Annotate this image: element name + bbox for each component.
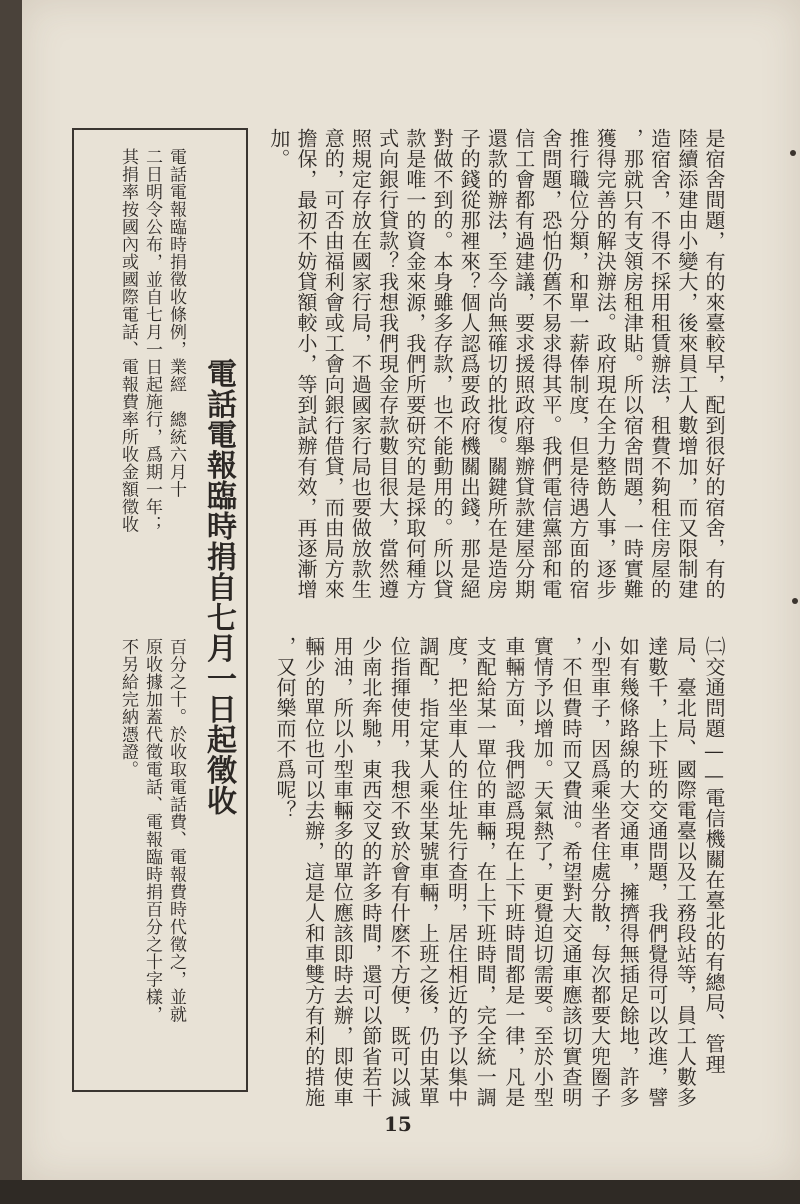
text-column: 造宿舍，不得不採用租賃辦法，租費不夠租住房屋的 <box>647 128 672 600</box>
text-column: 舍問題，恐怕仍舊不易求得其平。我們電信黨部和電 <box>538 128 563 600</box>
text-column: 子的錢從那裡來？個人認爲要政府機關出錢，那是絕 <box>457 128 482 600</box>
text-column: 款是唯一的資金來源，我們所要研究的是採取何種方 <box>402 128 427 600</box>
text-column: 擔保，最初不妨貸額較小，等到試辦有效，再逐漸增 <box>294 128 318 600</box>
text-column: 推行職位分類，和單一薪俸制度，但是待遇方面的宿 <box>566 128 590 600</box>
text-column: 式向銀行貸款？我想我們現金存款數目很大，當然遵 <box>375 128 400 600</box>
text-column: 小型車子，因爲乘坐者住處分散，每次都要大兜圈子 <box>587 636 612 1108</box>
punch-hole-mark <box>792 598 798 604</box>
text-column: 陸續添建由小變大，後來員工人數增加，而又限制建 <box>674 128 699 600</box>
text-column: 度，把坐車人的住址先行查明，居住相近的予以集中 <box>444 636 469 1108</box>
text-column: 加。 <box>266 128 291 169</box>
notice-body-column: 不另給完納憑證。 <box>118 638 138 778</box>
notice-box <box>72 128 248 1092</box>
text-column: ，不但費時而又費油。希望對大交通車應該切實查明 <box>559 636 583 1108</box>
notice-body-column: 電話電報臨時捐徵收條例，業經 總統六月十 <box>166 148 186 498</box>
text-column: 意的，可否由福利會或工會向銀行借貸，而由局方來 <box>321 128 346 600</box>
text-column: 對做不到的。本身雖多存款，也不能動用的。所以貸 <box>430 128 454 600</box>
text-column: 用油，所以小型車輛多的單位應該即時去辦，即使車 <box>330 636 355 1108</box>
text-column: 少南北奔馳，東西交叉的許多時間，還可以節省若干 <box>358 636 383 1108</box>
text-column: 達數千，上下班的交通問題，我們覺得可以改進，譬 <box>644 636 669 1108</box>
text-column: 車輛方面，我們認爲現在上下班時間都是一律，凡是 <box>501 636 526 1108</box>
text-column: ，那就只有支領房租津貼。所以宿舍問題，一時實難 <box>620 128 645 600</box>
text-column: 實情予以增加。天氣熱了，更覺迫切需要。至於小型 <box>530 636 555 1108</box>
notice-body-column: 百分之十。於收取電話費、電報費時代徵之，並就 <box>166 638 186 1023</box>
notice-body-column: 其捐率按國內或國際電話、電報費率所收金額徵收 <box>118 148 138 533</box>
document-page <box>22 0 800 1180</box>
text-column: ㈡交通問題——電信機關在臺北的有總局、管理 <box>702 636 726 1075</box>
notice-body-column: 二日明令公布，並自七月一日起施行，爲期一年； <box>142 148 162 533</box>
text-column: 輛少的單位也可以去辦，這是人和車雙方有利的措施 <box>301 636 326 1108</box>
text-column: 是宿舍間題，有的來臺較早，配到很好的宿舍，有的 <box>702 128 726 600</box>
text-column: 還款的辦法，至今尚無確切的批復。關鍵所在是造房 <box>484 128 509 600</box>
page-number: 15 <box>384 1112 412 1136</box>
text-column: 獲得完善的解決辦法。政府現在全力整飭人事，逐步 <box>593 128 618 600</box>
text-column: 支配給某一單位的車輛，在上下班時間，完全統一調 <box>473 636 498 1108</box>
page-edge-shadow <box>0 1180 800 1204</box>
text-column: 信工會都有過建議，要求援照政府舉辦貸款建屋分期 <box>511 128 536 600</box>
text-column: 照規定存放在國家行局，不過國家行局也要做放款生 <box>348 128 373 600</box>
notice-body-column: 原收據加蓋代徵電話、電報臨時捐百分之十字樣， <box>142 638 162 1023</box>
notice-title: 電話電報臨時捐自七月一日起徵收 <box>201 358 236 816</box>
text-column: 局、臺北局、國際電臺以及工務段站等，員工人數多 <box>673 636 698 1108</box>
text-column: ，又何樂而不爲呢？ <box>273 636 297 821</box>
text-column: 位指揮使用，我想不致於會有什麽不方便，既可以減 <box>387 636 412 1108</box>
punch-hole-mark <box>790 150 796 156</box>
text-column: 調配，指定某人乘坐某號車輛，上班之後，仍由某單 <box>416 636 440 1108</box>
text-column: 如有幾條路線的大交通車，擁擠得無插足餘地，許多 <box>616 636 641 1108</box>
